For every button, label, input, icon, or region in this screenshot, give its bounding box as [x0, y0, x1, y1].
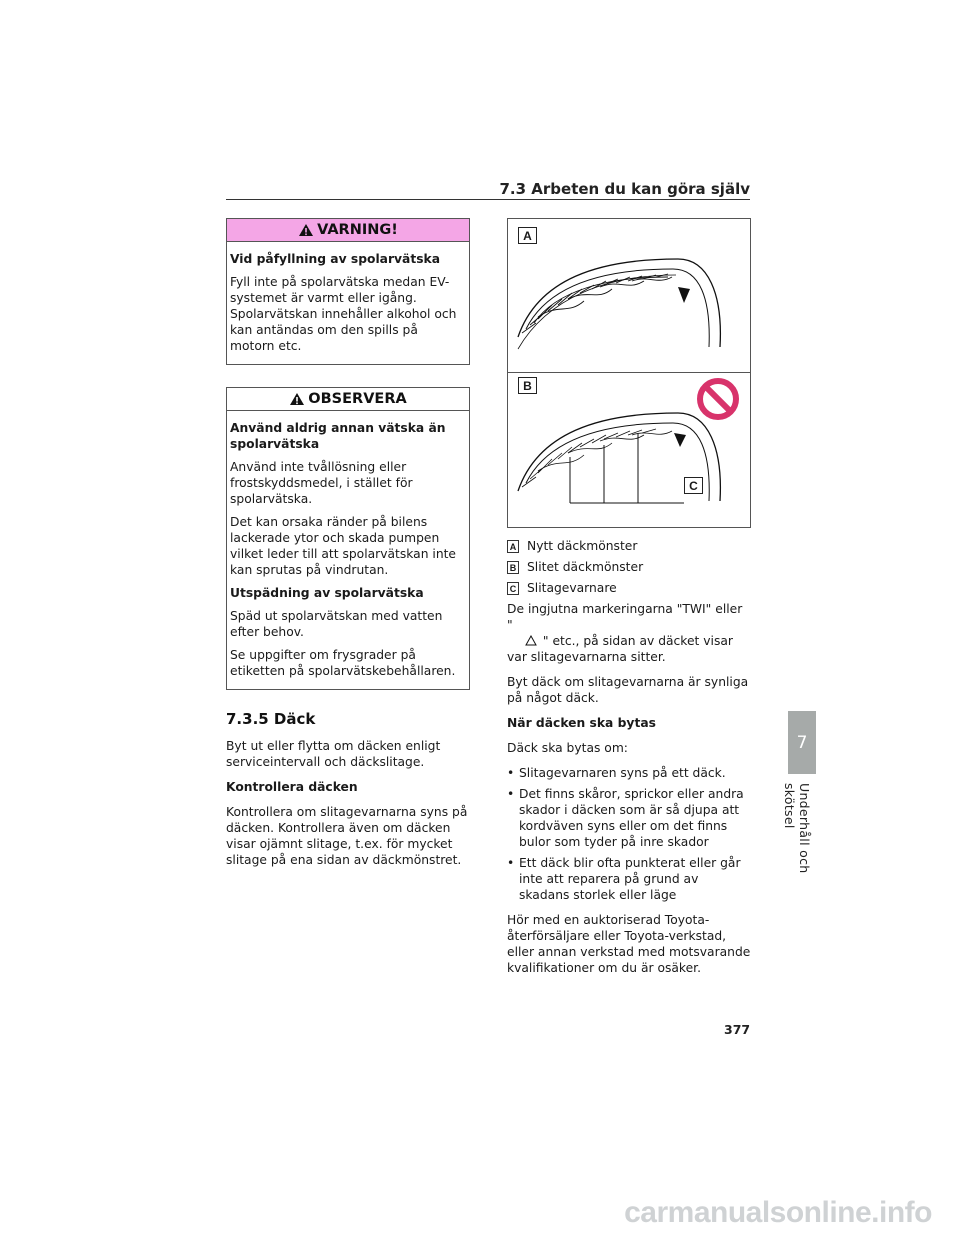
legend-key: B — [507, 561, 519, 574]
warning-subtitle: Vid påfyllning av spolarvätska — [230, 252, 441, 266]
warning-title: VARNING! — [317, 222, 398, 238]
section-title: 7.3.5 Däck — [226, 710, 316, 728]
figure-label-a: A — [518, 227, 537, 244]
notice-text-3: Späd ut spolarvätskan med vatten efter behov. — [230, 609, 443, 639]
section-intro: Byt ut eller flytta om däcken enligt serviceintervall och däckslitage. — [226, 739, 441, 769]
legend-item — [507, 559, 751, 575]
when-heading: När däcken ska bytas — [507, 716, 656, 730]
warning-box — [226, 218, 470, 365]
left-column — [226, 218, 470, 877]
list-item: • Slitagevarnaren syns på ett däck. — [507, 765, 751, 781]
notice-body — [227, 411, 469, 689]
check-text: Kontrollera om slitagevarnarna syns på däcken. Kontrollera även om däcken visar ojämnt slitage, t.ex. för mycket slitage på ena sidan av däckmönstret. — [226, 805, 468, 867]
notice-text-2: Det kan orsaka ränder på bilens lackerade ytor och skada pumpen vilket leder till att spolarvätskan inte kan sprutas på vindrutan. — [230, 515, 456, 577]
watermark: carmanualsonline.info — [624, 1196, 932, 1229]
new-tire-illustration — [508, 219, 751, 369]
notice-text-4: Se uppgifter om frysgrader på etiketten på spolarvätskebehållaren. — [230, 648, 456, 678]
warning-body — [227, 242, 469, 364]
page-number: 377 — [724, 1022, 751, 1037]
replace-text: Byt däck om slitagevarnarna är synliga på något däck. — [507, 675, 749, 705]
notice-title: OBSERVERA — [308, 391, 407, 407]
figure-label-c: C — [684, 477, 703, 494]
notice-box — [226, 387, 470, 690]
twi-text-start: De ingjutna markeringarna "TWI" eller " — [507, 602, 743, 632]
legend-key: A — [507, 540, 519, 553]
legend-item — [507, 538, 751, 554]
chapter-header: 7.3 Arbeten du kan göra själv — [499, 180, 750, 198]
legend-text: Nytt däckmönster — [527, 539, 638, 553]
notice-icon — [289, 392, 305, 406]
replace-conditions-list — [507, 765, 751, 903]
notice-header — [227, 388, 469, 411]
figure-legend — [507, 538, 751, 596]
closing-text: Hör med en auktoriserad Toyota-återförsäljare eller Toyota-verkstad, eller annan verkstad med motsvarande kvalifikationer om du är osäker. — [507, 913, 751, 975]
notice-text-1: Använd inte tvållösning eller frostskyddsmedel, i stället för spolarvätska. — [230, 460, 413, 506]
chapter-tab-label: Underhåll och skötsel — [782, 783, 812, 874]
warning-icon — [298, 223, 314, 237]
legend-key: C — [507, 582, 519, 595]
figure-label-b: B — [518, 377, 537, 394]
twi-paragraph — [507, 601, 751, 665]
warning-header — [227, 219, 469, 242]
worn-tire-illustration — [508, 373, 751, 523]
list-item: • Det finns skåror, sprickor eller andra skador i däcken som är så djupa att kordväven syns eller om det finns bulor som tyder på inre skador — [507, 786, 751, 850]
triangle-mark-icon — [525, 635, 537, 646]
legend-text: Slitet däckmönster — [527, 560, 644, 574]
right-column — [507, 218, 751, 985]
warning-text: Fyll inte på spolarvätska medan EV-systemet är varmt eller igång. Spolarvätskan innehåller alkohol och kan antändas om den spills på motorn etc. — [230, 275, 457, 353]
chapter-tab: 7 — [788, 711, 816, 774]
twi-text-end: " etc., på sidan av däcket visar var slitagevarnarna sitter. — [507, 634, 733, 664]
legend-item — [507, 580, 751, 596]
tire-figure — [507, 218, 751, 528]
notice-subtitle-2: Utspädning av spolarvätska — [230, 586, 424, 600]
legend-text: Slitagevarnare — [527, 581, 617, 595]
when-intro: Däck ska bytas om: — [507, 741, 628, 755]
list-item: • Ett däck blir ofta punkterat eller går inte att reparera på grund av skadans storlek eller läge — [507, 855, 751, 903]
check-heading: Kontrollera däcken — [226, 780, 358, 794]
notice-subtitle-1: Använd aldrig annan vätska än spolarvätska — [230, 421, 446, 451]
header-rule — [226, 199, 750, 200]
